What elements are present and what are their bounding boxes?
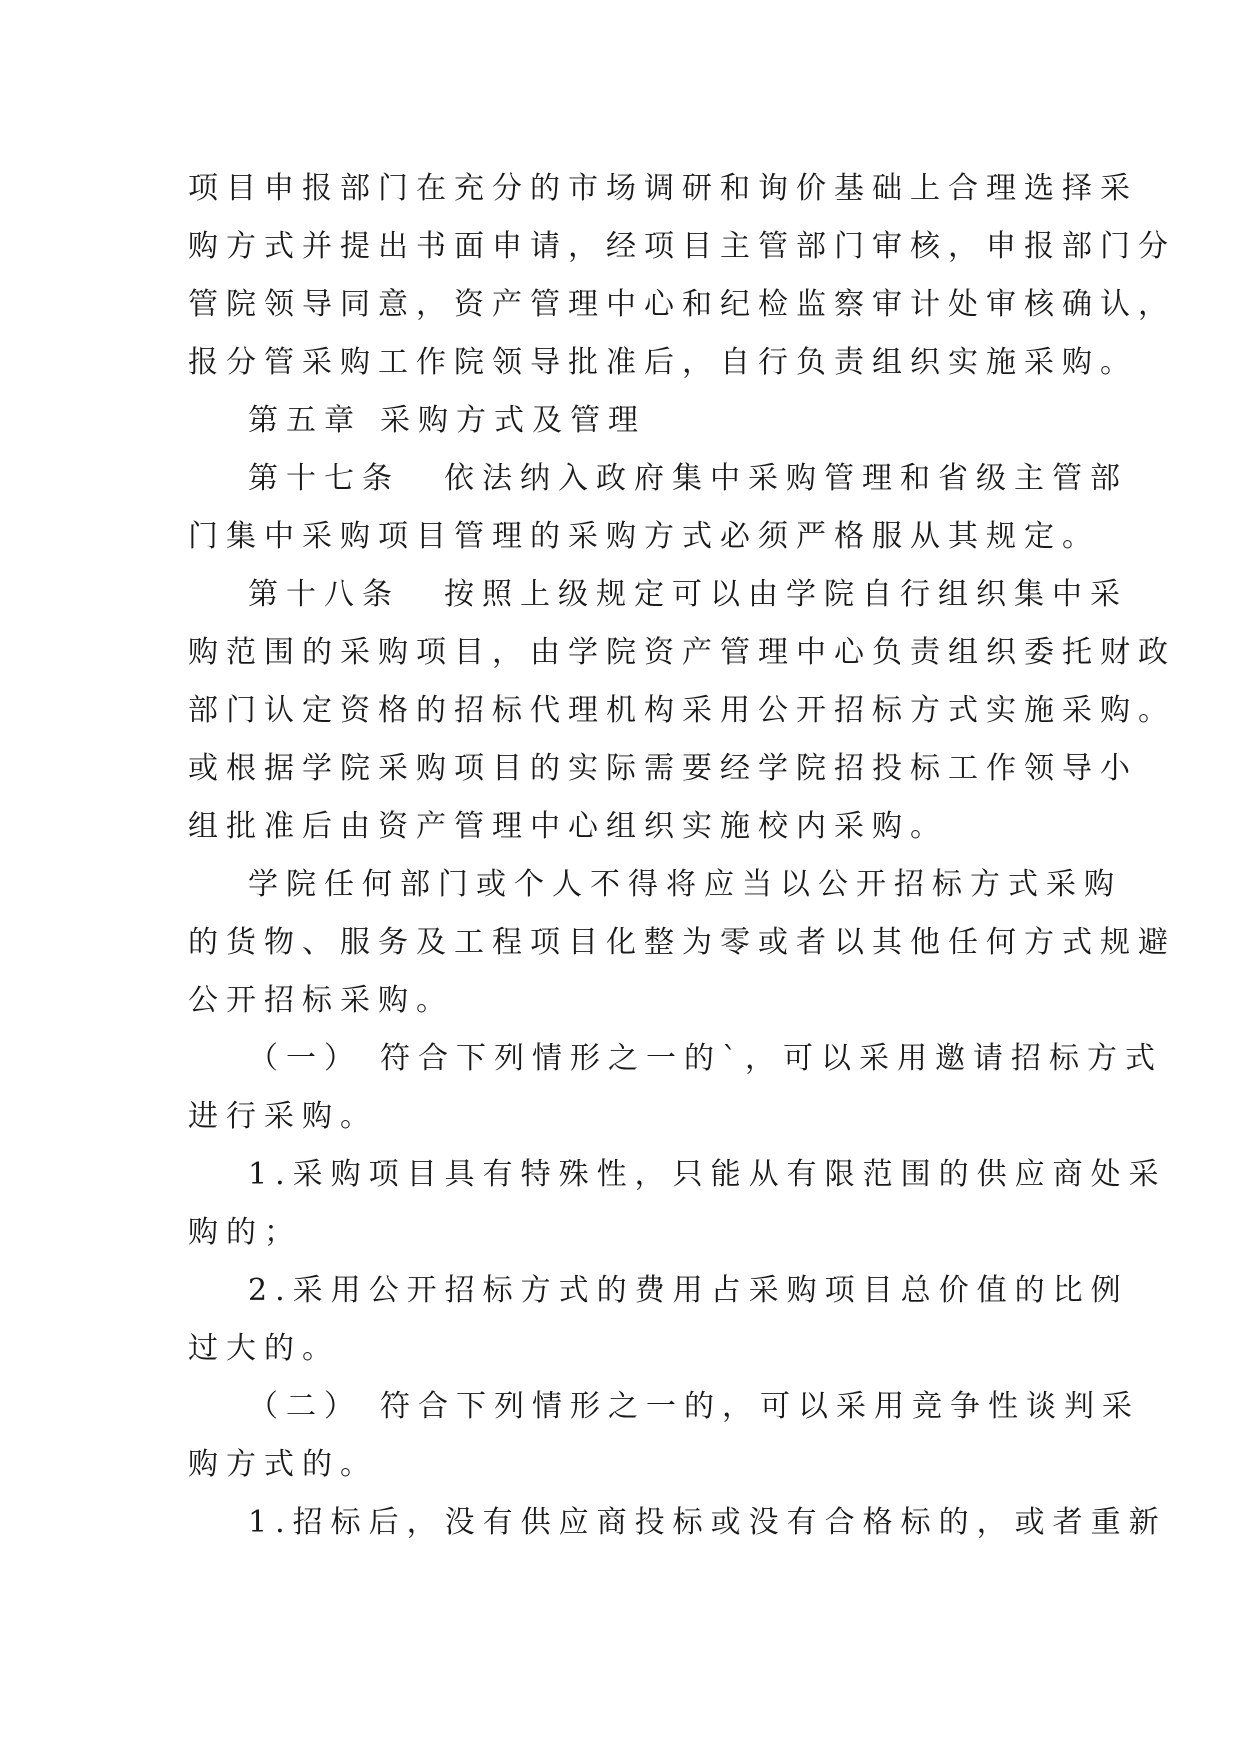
text-line <box>188 1378 1140 1436</box>
section-invitation-bidding <box>188 1030 1167 1378</box>
text-line: 或根据学院采购项目的实际需要经学院招投标工作领导小 <box>188 751 1138 786</box>
article-label: 第十七条 <box>248 461 400 496</box>
section-text: 符合下列情形之一的，可以采用竞争性谈判采 <box>380 1389 1140 1424</box>
article-label: 第十八条 <box>248 577 400 612</box>
list-item: 1.招标后，没有供应商投标或没有合格标的，或者重新 <box>248 1505 1167 1540</box>
article-text: 按照上级规定可以由学院自行组织集中采 <box>444 577 1128 612</box>
text-line: 门集中采购项目管理的采购方式必须严格服从其规定。 <box>188 519 1100 554</box>
text-line: 购方式的。 <box>188 1447 378 1482</box>
text-line: 的货物、服务及工程项目化整为零或者以其他任何方式规避 <box>188 925 1176 960</box>
article-17 <box>188 450 1128 566</box>
chapter-heading <box>188 392 1068 450</box>
chapter-number: 第五章 <box>248 403 362 438</box>
section-label: （二） <box>248 1389 362 1424</box>
paragraph-prohibition <box>188 856 1176 1030</box>
text-line: 管院领导同意，资产管理中心和纪检监察审计处审核确认， <box>188 287 1176 322</box>
text-line <box>188 566 1128 624</box>
text-line: 报分管采购工作院领导批准后，自行负责组织实施采购。 <box>188 345 1138 380</box>
text-line: 过大的。 <box>188 1331 340 1366</box>
article-18 <box>188 566 1176 856</box>
article-text: 依法纳入政府集中采购管理和省级主管部 <box>444 461 1128 496</box>
text-line <box>188 450 1128 508</box>
text-line: 进行采购。 <box>188 1099 378 1134</box>
section-label: （一） <box>248 1041 362 1076</box>
document-body <box>188 160 1176 1552</box>
text-line: 购范围的采购项目，由学院资产管理中心负责组织委托财政 <box>188 635 1176 670</box>
text-line: 购的； <box>188 1215 302 1250</box>
list-item: 1.采购项目具有特殊性，只能从有限范围的供应商处采 <box>248 1157 1167 1192</box>
text-line: 组批准后由资产管理中心组织实施校内采购。 <box>188 809 948 844</box>
section-text: 符合下列情形之一的`，可以采用邀请招标方式 <box>380 1041 1163 1076</box>
text-line: 公开招标采购。 <box>188 983 454 1018</box>
text-line: 项目申报部门在充分的市场调研和询价基础上合理选择采 <box>188 171 1138 206</box>
text-line: 学院任何部门或个人不得将应当以公开招标方式采购 <box>248 867 1122 902</box>
chapter-title: 采购方式及管理 <box>380 403 646 438</box>
section-competitive-negotiation <box>188 1378 1167 1552</box>
text-line: 购方式并提出书面申请，经项目主管部门审核，申报部门分 <box>188 229 1176 264</box>
list-item: 2.采用公开招标方式的费用占采购项目总价值的比例 <box>248 1273 1129 1308</box>
paragraph-application <box>188 160 1176 392</box>
text-line: 部门认定资格的招标代理机构采用公开招标方式实施采购。 <box>188 693 1176 728</box>
text-line <box>188 1030 1163 1088</box>
